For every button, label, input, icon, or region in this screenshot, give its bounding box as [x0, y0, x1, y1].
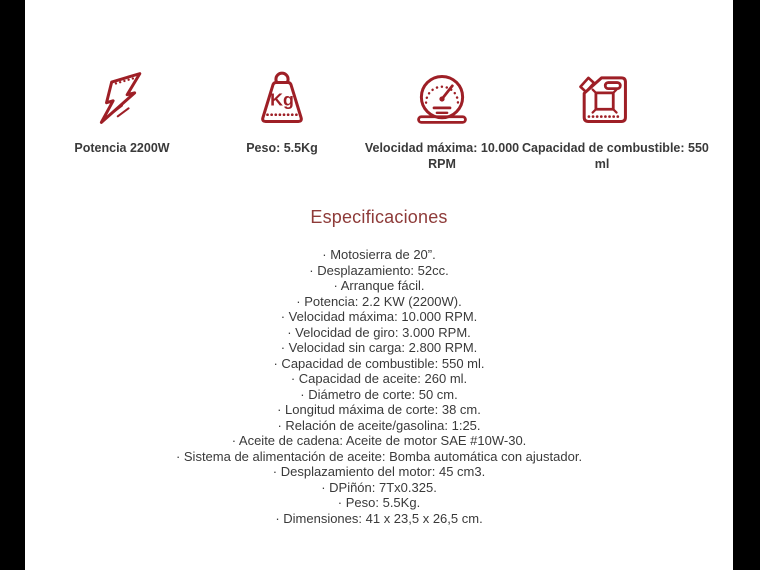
- spec-list: [25, 247, 733, 526]
- spec-line: · Desplazamiento del motor: 45 cm3.: [272, 464, 486, 479]
- content-area: [25, 0, 733, 570]
- spec-line: · Desplazamiento: 52cc.: [309, 262, 449, 278]
- feature-caption-line: Capacidad de combustible: 550: [522, 141, 709, 155]
- spec-line: · Diámetro de corte: 50 cm.: [300, 386, 458, 402]
- feature-caption: [522, 141, 709, 172]
- weight-icon: [252, 68, 312, 128]
- feature-caption: [362, 141, 522, 172]
- spec-line: · Longitud máxima de corte: 38 cm.: [277, 402, 481, 417]
- specifications-title: Especificaciones: [310, 207, 448, 227]
- feature-weight: [202, 68, 362, 172]
- feature-caption-line: Potencia 2200W: [74, 141, 170, 155]
- spec-line: · Relación de aceite/gasolina: 1:25.: [277, 417, 481, 433]
- spec-line: · Velocidad máxima: 10.000 RPM.: [280, 309, 478, 324]
- spec-line: · Arranque fácil.: [333, 278, 425, 293]
- feature-caption: [202, 141, 362, 157]
- spec-line: · Potencia: 2.2 KW (2200W).: [296, 293, 462, 309]
- feature-caption-line: Peso: 5.5Kg: [246, 141, 318, 155]
- spec-line: · Sistema de alimentación de aceite: Bomba automática con ajustador.: [175, 448, 583, 464]
- feature-caption-line: ml: [594, 156, 610, 171]
- feature-caption-line: Velocidad máxima: 10.000: [364, 141, 520, 155]
- feature-power: [42, 68, 202, 172]
- spec-line: · Velocidad de giro: 3.000 RPM.: [287, 324, 471, 340]
- feature-caption-line: RPM: [428, 156, 456, 171]
- feature-fuel-capacity: [522, 68, 709, 172]
- spec-line: · Velocidad sin carga: 2.800 RPM.: [280, 340, 478, 355]
- spec-line: · Motosierra de 20”.: [322, 247, 436, 262]
- weight-icon-label: Kg: [270, 89, 294, 110]
- feature-max-speed: [362, 68, 522, 172]
- spec-line: · Capacidad de aceite: 260 ml.: [290, 371, 468, 386]
- spec-line: · Aceite de cadena: Aceite de motor SAE #10W-30.: [231, 433, 527, 448]
- spec-line: · DPiñón: 7Tx0.325.: [321, 479, 437, 495]
- spec-line: · Dimensiones: 41 x 23,5 x 26,5 cm.: [275, 510, 483, 526]
- speedometer-icon: [412, 68, 472, 128]
- spec-line: · Capacidad de combustible: 550 ml.: [273, 355, 485, 371]
- spec-line: · Peso: 5.5Kg.: [337, 495, 421, 510]
- feature-icons-row: [42, 68, 709, 172]
- fuel-can-icon: [572, 68, 632, 128]
- feature-caption: [42, 141, 202, 157]
- lightning-icon: [92, 68, 152, 128]
